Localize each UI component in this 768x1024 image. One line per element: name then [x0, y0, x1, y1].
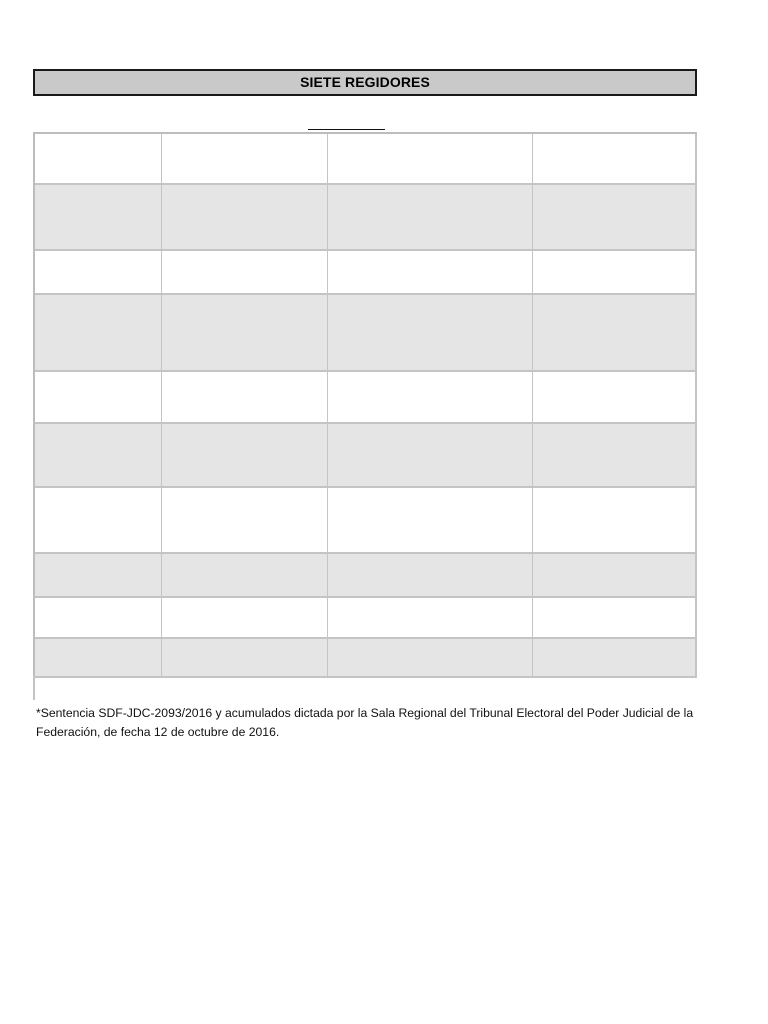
section-title: SIETE REGIDORES: [33, 69, 697, 96]
table-cell: [328, 295, 533, 370]
table-cell: [328, 639, 533, 676]
table-cell: [328, 134, 533, 183]
footnote-text: *Sentencia SDF-JDC-2093/2016 y acumulados dictada por la Sala Regional del Tribunal Electoral del Poder Judicial de la Federación, de fecha 12 de octubre de 2016.: [36, 706, 694, 739]
table-cell: [328, 372, 533, 422]
table-cell: [162, 251, 328, 293]
table-row: [35, 488, 697, 554]
table-row: [35, 134, 697, 185]
table-cell: [35, 134, 162, 183]
table-cell: [533, 295, 697, 370]
table-row: [35, 598, 697, 639]
table-cell: [162, 424, 328, 486]
table-cell: [328, 424, 533, 486]
table-cell: [35, 598, 162, 637]
table-cell: [35, 372, 162, 422]
table-cell: [328, 251, 533, 293]
table-row: [35, 639, 697, 678]
table-cell: [162, 134, 328, 183]
table-cell: [35, 554, 162, 596]
table-cell: [35, 251, 162, 293]
table-border-tick: [33, 676, 35, 700]
table-cell: [35, 185, 162, 249]
table-cell: [328, 554, 533, 596]
table-cell: [533, 251, 697, 293]
table-row: [35, 554, 697, 598]
table-cell: [533, 598, 697, 637]
table-cell: [533, 134, 697, 183]
table-cell: [533, 424, 697, 486]
table-cell: [35, 424, 162, 486]
table-cell: [533, 554, 697, 596]
table-cell: [533, 488, 697, 552]
table-row: [35, 185, 697, 251]
table-cell: [328, 598, 533, 637]
table-cell: [162, 488, 328, 552]
table-row: [35, 251, 697, 295]
regidores-table: [33, 132, 697, 678]
table-cell: [35, 295, 162, 370]
table-row: [35, 372, 697, 424]
table-cell: [162, 185, 328, 249]
table-cell: [533, 639, 697, 676]
title-underline-rule: [308, 129, 385, 130]
table-cell: [533, 185, 697, 249]
table-cell: [533, 372, 697, 422]
table-cell: [162, 639, 328, 676]
table-cell: [162, 372, 328, 422]
table-cell: [328, 488, 533, 552]
table-cell: [35, 639, 162, 676]
table-row: [35, 424, 697, 488]
table-cell: [162, 295, 328, 370]
table-cell: [162, 554, 328, 596]
table-cell: [35, 488, 162, 552]
table-cell: [328, 185, 533, 249]
table-cell: [162, 598, 328, 637]
table-row: [35, 295, 697, 372]
